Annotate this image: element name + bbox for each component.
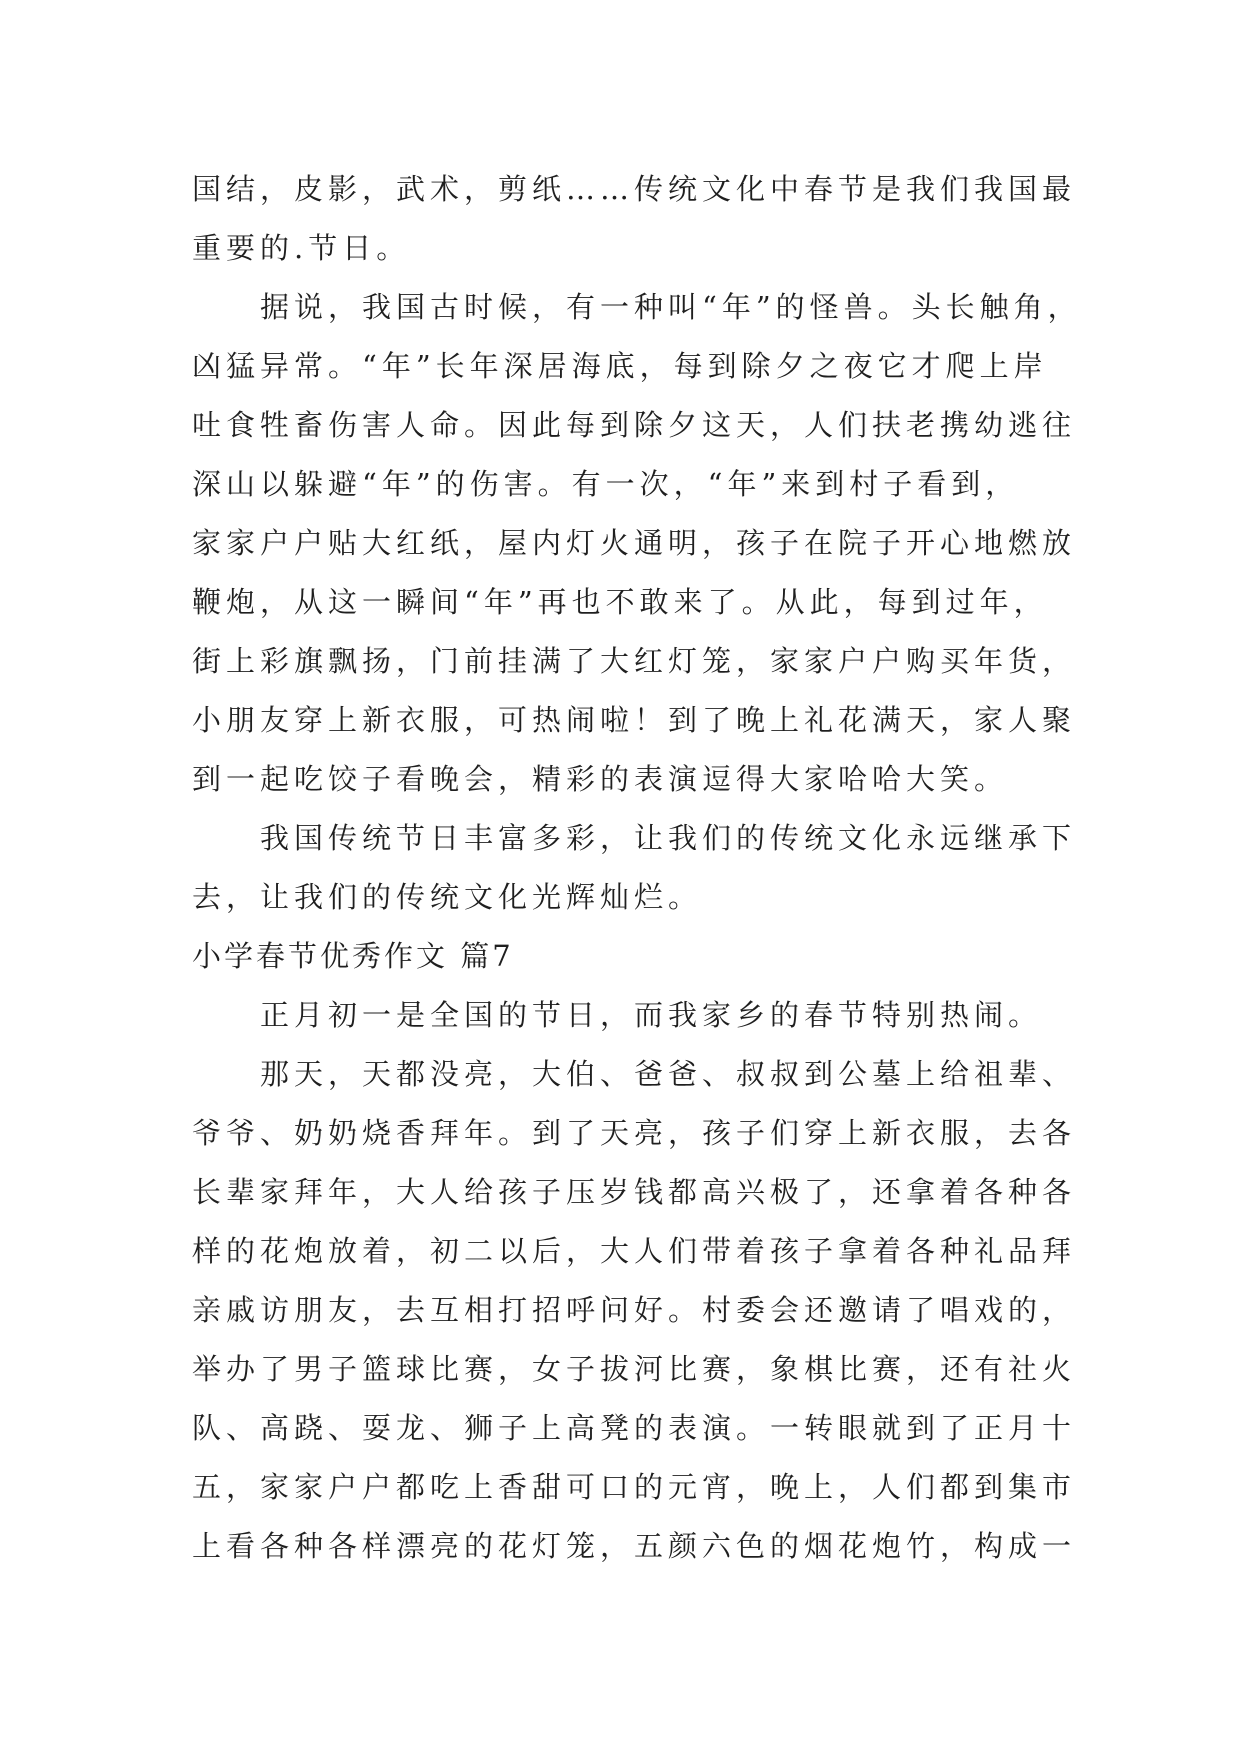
text-line: 小朋友穿上新衣服，可热闹啦！到了晚上礼花满天，家人聚: [192, 703, 1077, 737]
text-line: 重要的.节日。: [192, 231, 411, 265]
text-line: 到一起吃饺子看晚会，精彩的表演逗得大家哈哈大笑。: [192, 762, 1009, 796]
document-body: [192, 160, 1082, 1576]
text-line: 亲戚访朋友，去互相打招呼问好。村委会还邀请了唱戏的，: [192, 1293, 1077, 1327]
text-line: 国结，皮影，武术，剪纸……传统文化中春节是我们我国最: [192, 172, 1077, 206]
text-line: 吐食牲畜伤害人命。因此每到除夕这天，人们扶老携幼逃往: [192, 408, 1077, 442]
text-line: 据说，我国古时候，有一种叫“年”的怪兽。头长触角，: [260, 290, 1082, 324]
text-line: 举办了男子篮球比赛，女子拔河比赛，象棋比赛，还有社火: [192, 1352, 1077, 1386]
text-line: 长辈家拜年，大人给孩子压岁钱都高兴极了，还拿着各种各: [192, 1175, 1077, 1209]
text-line: 上看各种各样漂亮的花灯笼，五颜六色的烟花炮竹，构成一: [192, 1529, 1077, 1563]
text-line: 鞭炮，从这一瞬间“年”再也不敢来了。从此，每到过年，: [192, 585, 1048, 619]
text-line: 街上彩旗飘扬，门前挂满了大红灯笼，家家户户购买年货，: [192, 644, 1077, 678]
text-line: 五，家家户户都吃上香甜可口的元宵，晚上，人们都到集市: [192, 1470, 1077, 1504]
text-line: 爷爷、奶奶烧香拜年。到了天亮，孩子们穿上新衣服，去各: [192, 1116, 1077, 1150]
text-line: 队、高跷、耍龙、狮子上高凳的表演。一转眼就到了正月十: [192, 1411, 1077, 1445]
text-line: 那天，天都没亮，大伯、爸爸、叔叔到公墓上给祖辈、: [260, 1057, 1077, 1091]
text-line: 深山以躲避“年”的伤害。有一次，“年”来到村子看到，: [192, 467, 1020, 501]
text-line: 家家户户贴大红纸，屋内灯火通明，孩子在院子开心地燃放: [192, 526, 1077, 560]
section-heading: 小学春节优秀作文 篇7: [192, 939, 514, 973]
text-line: 样的花炮放着，初二以后，大人们带着孩子拿着各种礼品拜: [192, 1234, 1077, 1268]
text-line: 去，让我们的传统文化光辉灿烂。: [192, 880, 703, 914]
text-line: 我国传统节日丰富多彩，让我们的传统文化永远继承下: [260, 821, 1077, 855]
text-line: 正月初一是全国的节日，而我家乡的春节特别热闹。: [260, 998, 1043, 1032]
text-line: 凶猛异常。“年”长年深居海底，每到除夕之夜它才爬上岸: [192, 349, 1048, 383]
